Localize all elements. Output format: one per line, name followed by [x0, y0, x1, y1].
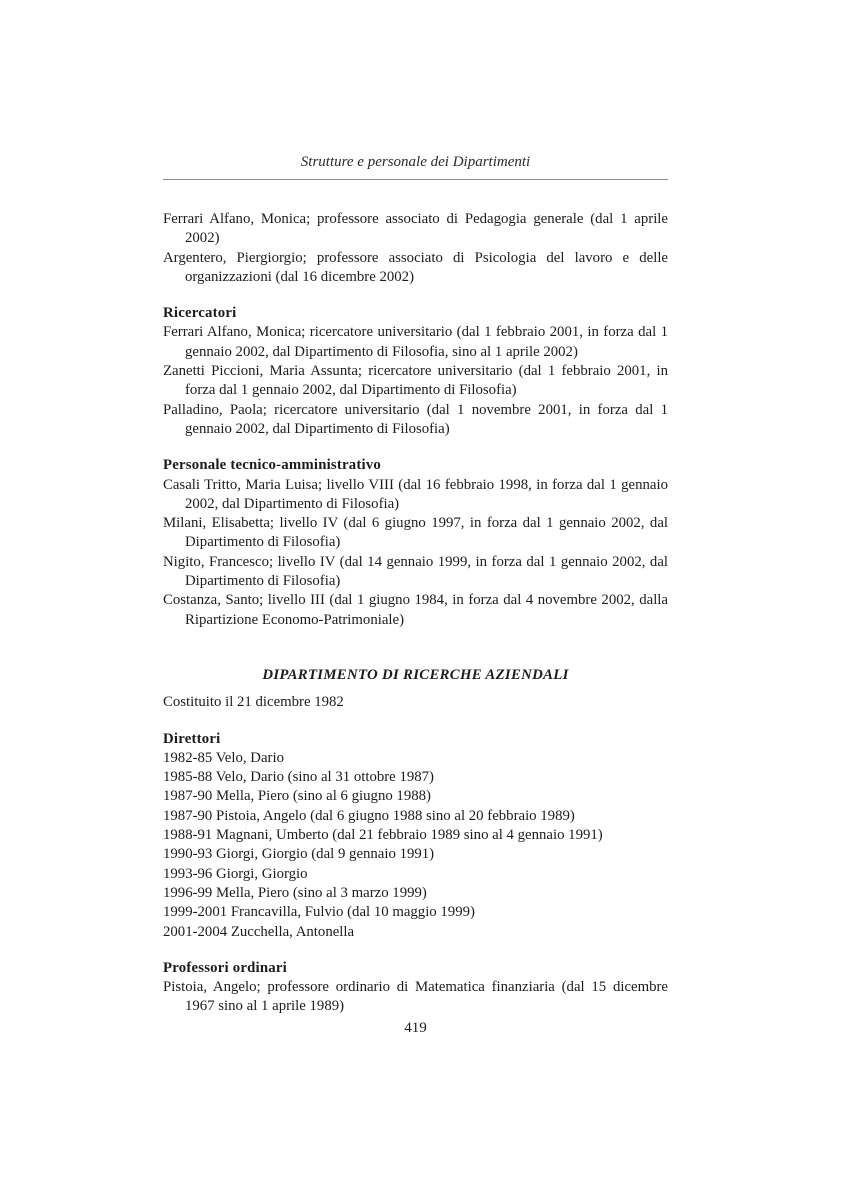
text-column	[163, 152, 668, 1017]
page-number: 419	[404, 1020, 427, 1036]
running-header-title: Strutture e personale dei Dipartimenti	[300, 154, 531, 170]
director-line: 1999-2001 Francavilla, Fulvio (dal 10 maggio 1999)	[163, 904, 475, 921]
person-entry: Pistoia, Angelo; professore ordinario di Matematica finanziaria (dal 15 dicembre 1967 sino al 1 aprile 1989)	[163, 979, 668, 1015]
director-line: 1987-90 Mella, Piero (sino al 6 giugno 1988)	[163, 788, 431, 805]
header-rule	[163, 179, 668, 180]
director-line: 1987-90 Pistoia, Angelo (dal 6 giugno 1988 sino al 20 febbraio 1989)	[163, 807, 575, 824]
section-heading-ricercatori: Ricercatori	[163, 305, 237, 322]
person-entry: Nigito, Francesco; livello IV (dal 14 gennaio 1999, in forza dal 1 gennaio 2002, dal Dipartimento di Filosofia)	[163, 553, 668, 590]
director-line: 1993-96 Giorgi, Giorgio	[163, 865, 308, 882]
director-line: 1988-91 Magnani, Umberto (dal 21 febbraio 1989 sino al 4 gennaio 1991)	[163, 827, 603, 844]
section-heading-professori-ordinari: Professori ordinari	[163, 959, 287, 976]
person-entry: Milani, Elisabetta; livello IV (dal 6 giugno 1997, in forza dal 1 gennaio 2002, dal Dipartimento di Filosofia)	[163, 515, 668, 551]
director-line: 1982-85 Velo, Dario	[163, 749, 284, 766]
person-entry: Palladino, Paola; ricercatore universitario (dal 1 novembre 2001, in forza dal 1 gennaio 2002, dal Dipartimento di Filosofia)	[163, 401, 668, 437]
person-entry: Casali Tritto, Maria Luisa; livello VIII (dal 16 febbraio 1998, in forza dal 1 gennaio 2002, dal Dipartimento di Filosofia)	[163, 476, 668, 512]
person-entry: Ferrari Alfano, Monica; professore associato di Pedagogia generale (dal 1 aprile 2002)	[163, 211, 668, 247]
person-entry: Zanetti Piccioni, Maria Assunta; ricercatore universitario (dal 1 febbraio 2001, in forza dal 1 gennaio 2002, dal Dipartimento di Filosofia)	[163, 363, 668, 399]
department-constituted-line: Costituito il 21 dicembre 1982	[163, 694, 344, 711]
director-line: 2001-2004 Zucchella, Antonella	[163, 923, 355, 940]
person-entry: Argentero, Piergiorgio; professore associato di Psicologia del lavoro e delle organizzazioni (dal 16 dicembre 2002)	[163, 249, 668, 285]
person-entry: Ferrari Alfano, Monica; ricercatore universitario (dal 1 febbraio 2001, in forza dal 1 gennaio 2002, dal Dipartimento di Filosofia, sino al 1 aprile 2002)	[163, 324, 668, 360]
section-heading-direttori: Direttori	[163, 730, 221, 747]
department-title: DIPARTIMENTO DI RICERCHE AZIENDALI	[262, 666, 569, 683]
person-entry: Costanza, Santo; livello III (dal 1 giugno 1984, in forza dal 4 novembre 2002, dalla Ripartizione Economo-Patrimoniale)	[163, 592, 668, 628]
section-heading-personale-tecnico: Personale tecnico-amministrativo	[163, 457, 382, 474]
director-line: 1985-88 Velo, Dario (sino al 31 ottobre 1987)	[163, 769, 434, 786]
director-line: 1996-99 Mella, Piero (sino al 3 marzo 1999)	[163, 884, 427, 901]
director-line: 1990-93 Giorgi, Giorgio (dal 9 gennaio 1991)	[163, 846, 435, 863]
